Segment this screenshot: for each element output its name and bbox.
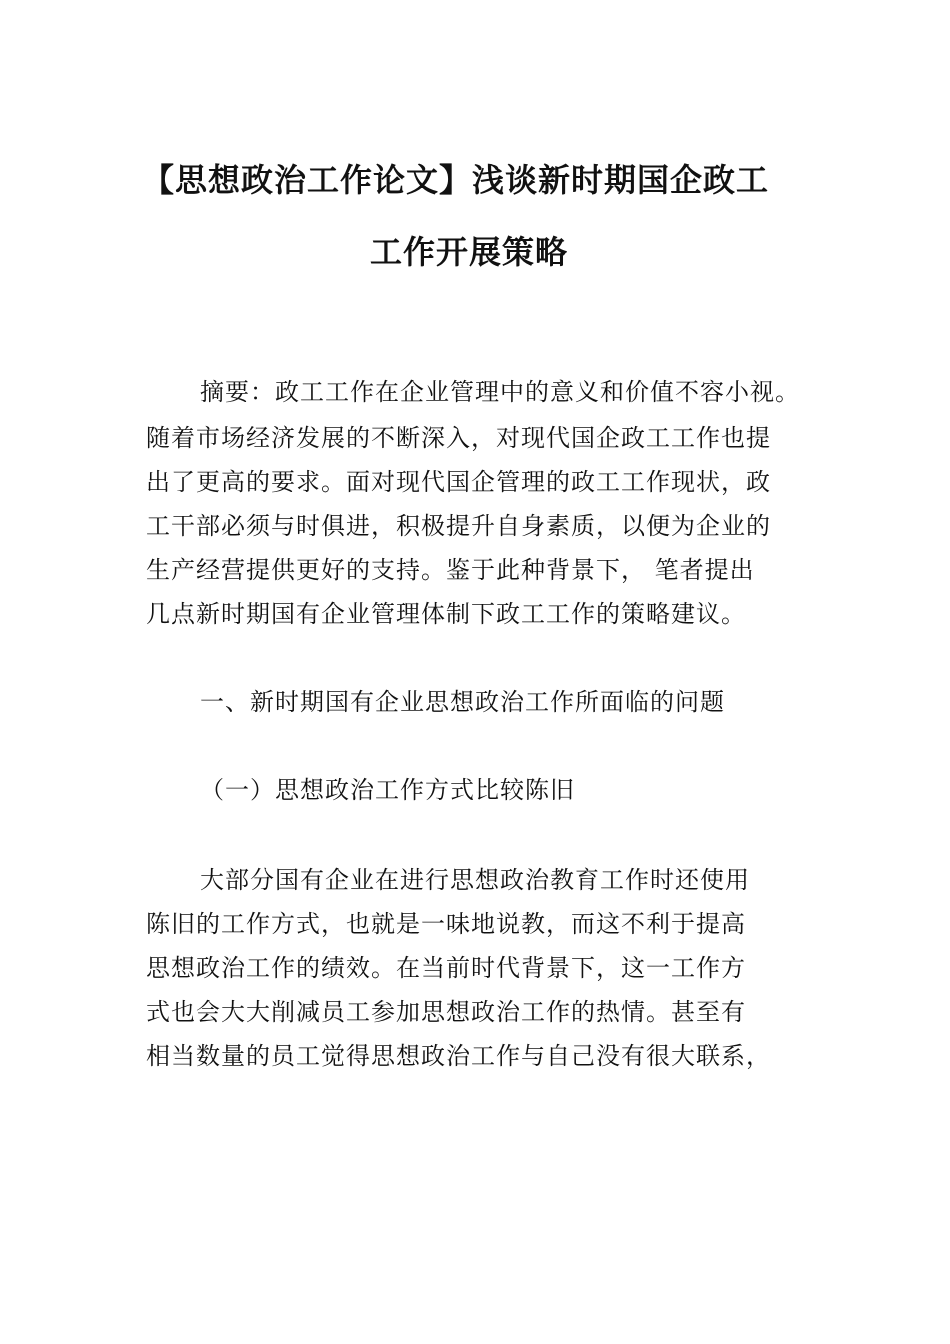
abstract-line-2: 随着市场经济发展的不断深入，对现代国企政工工作也提	[146, 424, 771, 452]
subsection-heading: （一）思想政治工作方式比较陈旧	[200, 776, 575, 804]
abstract-line-6: 几点新时期国有企业管理体制下政工工作的策略建议。	[146, 600, 746, 628]
body-line-5: 相当数量的员工觉得思想政治工作与自己没有很大联系，	[146, 1042, 771, 1070]
body-line-4: 式也会大大削减员工参加思想政治工作的热情。甚至有	[146, 998, 746, 1026]
document-title-line-2: 工作开展策略	[370, 233, 569, 271]
abstract-line-1: 摘要：政工工作在企业管理中的意义和价值不容小视。	[200, 378, 800, 406]
abstract-line-4: 工干部必须与时俱进，积极提升自身素质，以便为企业的	[146, 512, 771, 540]
document-title-line-1: 【思想政治工作论文】浅谈新时期国企政工	[142, 161, 770, 199]
body-line-1: 大部分国有企业在进行思想政治教育工作时还使用	[200, 866, 750, 894]
body-line-3: 思想政治工作的绩效。在当前时代背景下，这一工作方	[146, 954, 746, 982]
section-heading: 一、新时期国有企业思想政治工作所面临的问题	[200, 688, 725, 716]
abstract-line-5: 生产经营提供更好的支持。鉴于此种背景下， 笔者提出	[146, 556, 755, 584]
body-line-2: 陈旧的工作方式，也就是一味地说教，而这不利于提高	[146, 910, 746, 938]
abstract-line-3: 出了更高的要求。面对现代国企管理的政工工作现状，政	[146, 468, 771, 496]
